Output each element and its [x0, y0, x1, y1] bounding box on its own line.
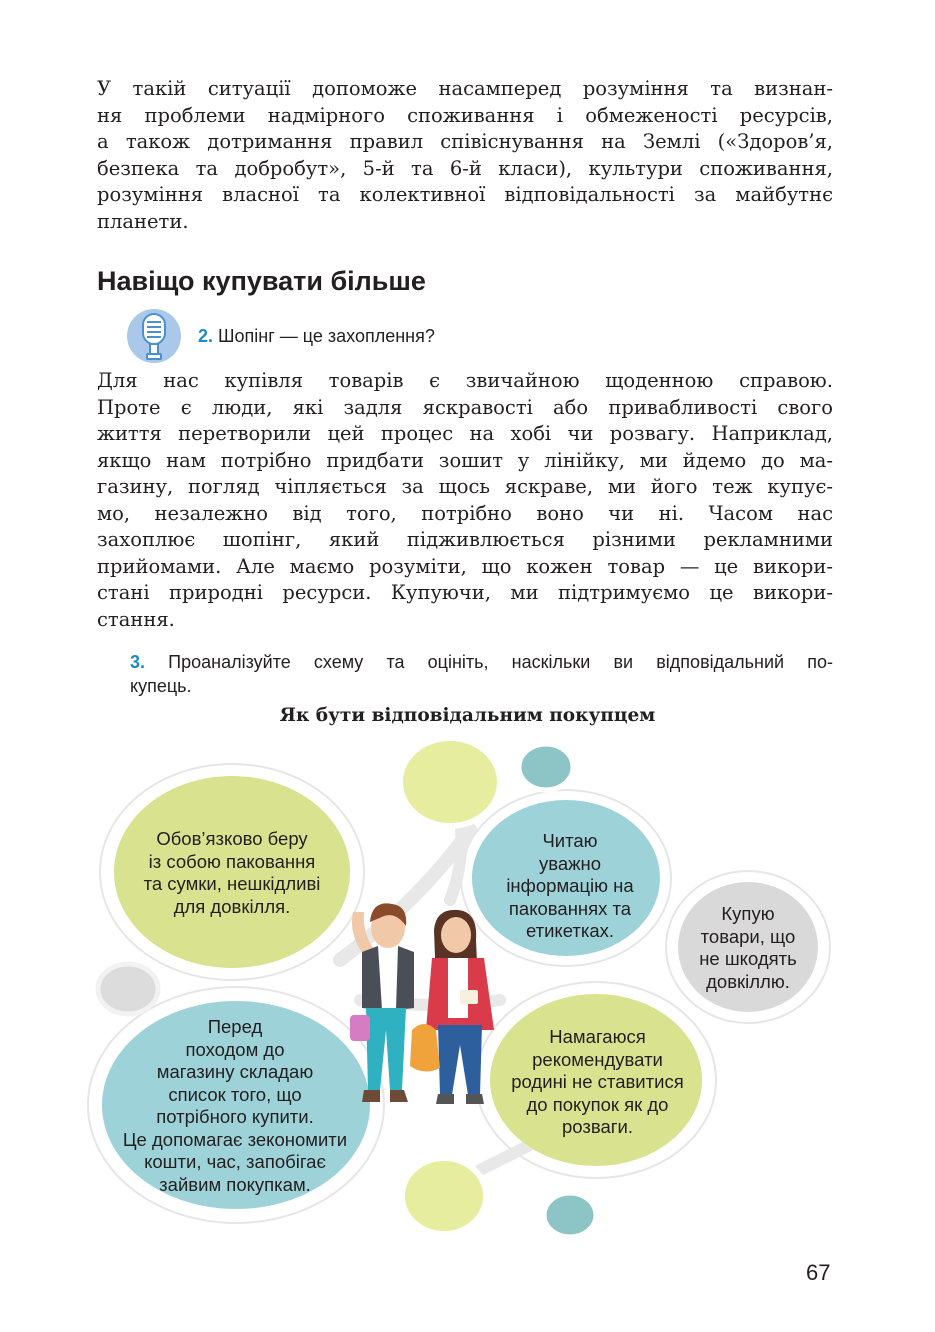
bubble-line: Намагаюся: [549, 1026, 646, 1047]
task-number: 2.: [198, 326, 214, 346]
paragraph-line: життя перетворили цей процес на хобі чи розвагу. Наприклад,: [97, 422, 833, 445]
paragraph-line: планети.: [97, 209, 189, 233]
bubble-line: розваги.: [562, 1116, 633, 1137]
paragraph-line: безпека та добробут», 5-й та 6-й класи), культури споживання,: [97, 156, 833, 180]
bubble-line: довкіллю.: [706, 970, 790, 992]
paragraph-line: прийомами. Але маємо розуміти, що кожен товар — це викори-: [97, 554, 833, 578]
bubble-line: походом до: [185, 1038, 285, 1060]
bubble-line: до покупок як до: [526, 1093, 669, 1115]
bubble-line: уважно: [538, 852, 602, 874]
bubble-line: етикетках.: [525, 920, 615, 941]
microphone-icon: [126, 308, 182, 364]
paragraph-line: У такій ситуації допоможе насамперед розуміння та визнан-: [97, 77, 833, 100]
bubble-line: потрібного купити.: [156, 1106, 314, 1127]
task-number: 3.: [130, 652, 146, 672]
paragraph-line: Проте є люди, які задля яскравості або привабливості свого: [97, 395, 833, 419]
page-number: 67: [806, 1260, 831, 1285]
section-heading: Навіщо купувати більше: [97, 266, 426, 296]
task-line: купець.: [130, 676, 192, 696]
bubble-line: родині не ставитися: [511, 1071, 684, 1092]
bubble-line: інформацію на: [506, 875, 634, 896]
paragraph-line: а також дотримання правил співіснування на Землі («Здоров’я,: [97, 130, 833, 153]
paragraph-line: ня проблеми надмірного споживання і обмеженості ресурсів,: [97, 103, 833, 127]
decorative-bubble: [402, 1158, 486, 1234]
paragraph-line: стання.: [97, 607, 175, 631]
decorative-bubble: [519, 744, 573, 790]
bubble-line: Обов’язково беру: [156, 828, 308, 849]
bubble-line: список того, що: [168, 1083, 302, 1105]
task-3: [130, 650, 833, 698]
bubble-text-packaging: [112, 828, 352, 918]
bubble-text-shopping-list: [100, 1016, 370, 1196]
bubble-line: кошти, час, запобігає: [144, 1151, 326, 1172]
decorative-bubble: [544, 1193, 596, 1237]
bubble-line: магазину складаю: [156, 1061, 314, 1082]
task-line: [130, 650, 833, 674]
bubble-text-eco-goods: [678, 903, 818, 993]
paragraph-line: Для нас купівля товарів є звичайною щоденною справою.: [97, 369, 833, 392]
decorative-bubble: [400, 738, 500, 826]
bubble-line: для довкілля.: [173, 895, 291, 917]
bubble-line: зайвим покупкам.: [159, 1173, 311, 1195]
bubble-line: пакованнях та: [508, 897, 632, 919]
bubble-line: із собою паковання: [148, 850, 316, 872]
intro-paragraph: [97, 76, 833, 235]
bubble-text-read-labels: [470, 830, 670, 943]
task-2: [198, 326, 435, 347]
diagram-title: Як бути відповідальним покупцем: [279, 705, 656, 726]
task-text: Проаналізуйте схему та оцініть, наскільки ви відповідальний по-: [168, 652, 833, 672]
paragraph-line: захоплює шопінг, який підживлюється різними рекламними: [97, 528, 833, 551]
bubble-line: товари, що: [700, 925, 796, 947]
paragraph-line: розуміння власної та колективної відповідальності за майбутнє: [97, 183, 833, 206]
bubble-line: не шкодять: [699, 948, 797, 969]
paragraph-line: газину, погляд чіпляється за щось яскраве, ми його теж купує-: [97, 475, 833, 498]
paragraph-line: стані природні ресурси. Купуючи, ми підтримуємо це викори-: [97, 581, 833, 604]
shopping-paragraph: [97, 368, 833, 633]
bubble-line: Читаю: [542, 830, 598, 851]
decorative-bubble: [98, 964, 158, 1014]
task-text: Шопінг — це захоплення?: [218, 326, 435, 346]
bubble-text-family: [490, 1026, 705, 1139]
paragraph-line: якщо нам потрібно придбати зошит у лінійку, ми йдемо до ма-: [97, 448, 833, 472]
bubble-line: рекомендувати: [532, 1048, 663, 1070]
paragraph-line: мо, незалежно від того, потрібно воно чи ні. Часом нас: [97, 501, 833, 525]
bubble-line: та сумки, нешкідливі: [143, 873, 321, 894]
bubble-line: Перед: [207, 1016, 263, 1037]
bubble-line: Це допомагає зекономити: [122, 1128, 348, 1150]
bubble-line: Купую: [721, 903, 775, 924]
